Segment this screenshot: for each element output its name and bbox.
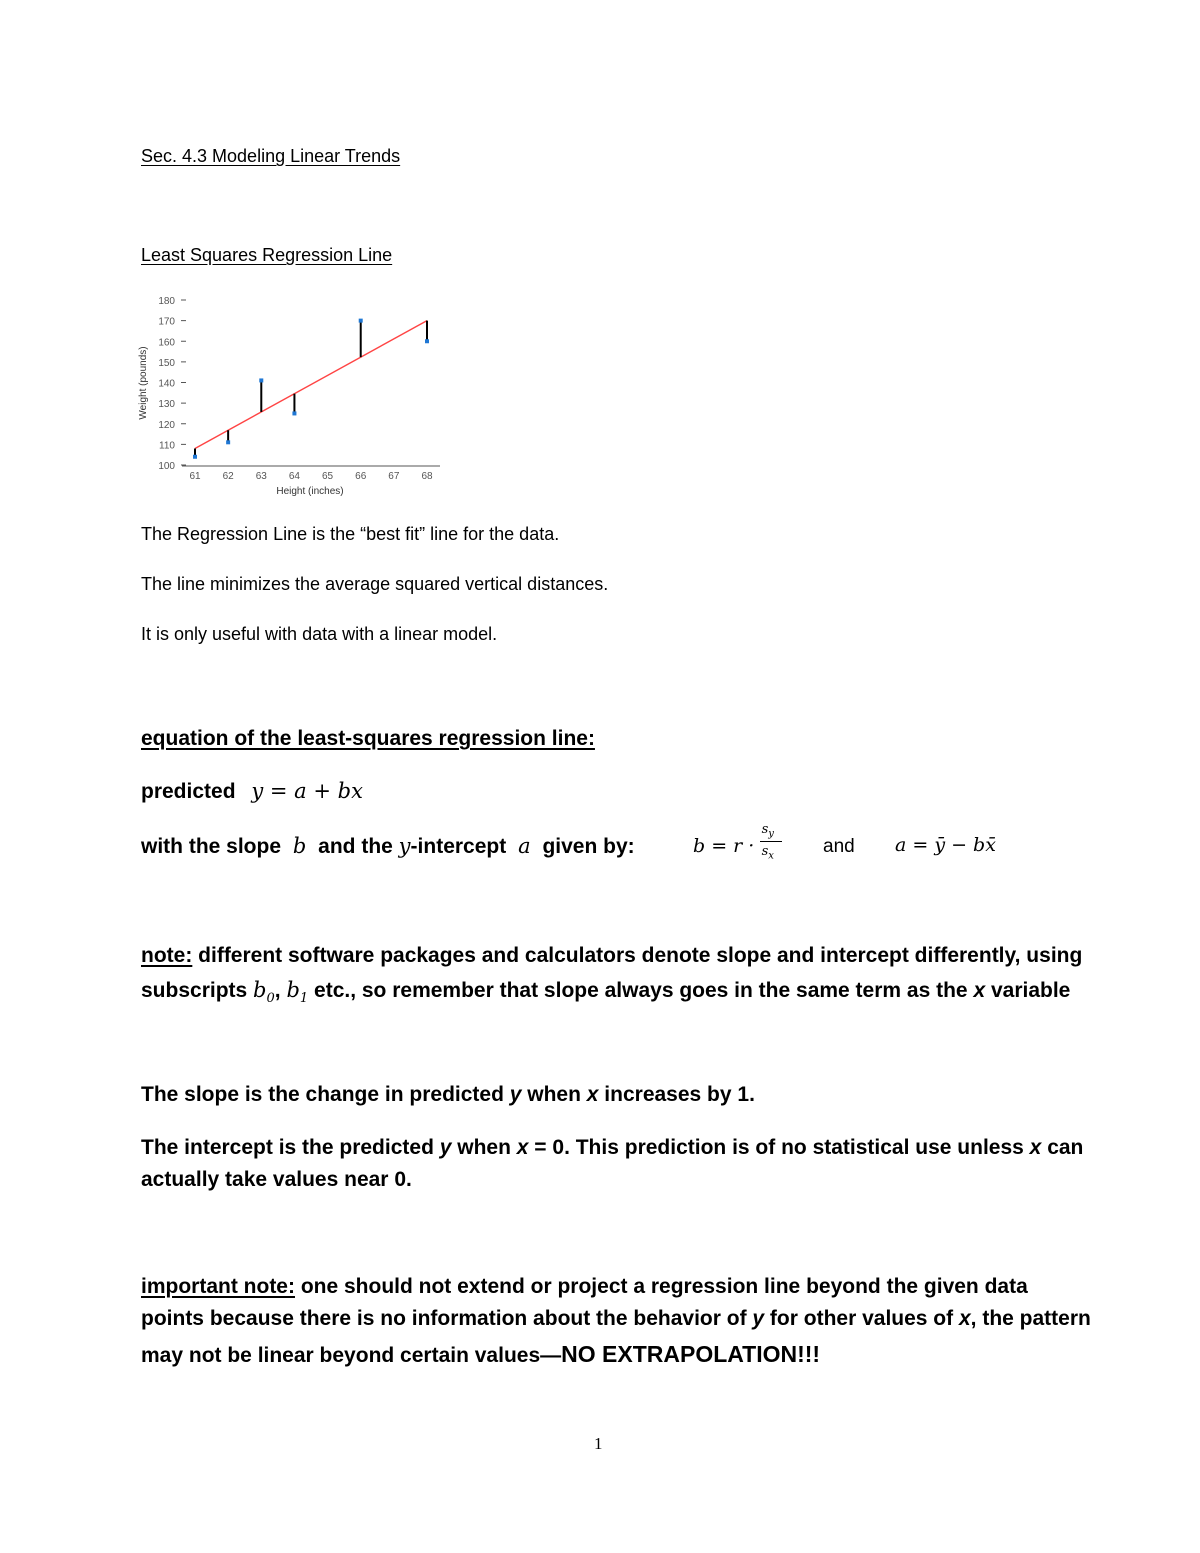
- note-label: note:: [141, 944, 193, 967]
- x-tick-label: 61: [189, 471, 201, 482]
- x-tick-label: 66: [355, 471, 367, 482]
- data-point: [359, 319, 363, 323]
- chart-regression-line: [195, 321, 427, 449]
- regression-scatter-chart: [130, 288, 450, 500]
- and-the-text: and the: [318, 835, 393, 858]
- x-tick-label: 63: [255, 471, 267, 482]
- page-title: Sec. 4.3 Modeling Linear Trends: [141, 146, 401, 166]
- statement-best-fit: The Regression Line is the “best fit” line for the data.: [141, 524, 560, 544]
- important-note-line-2: points because there is no information about the behavior of y for other values of x, the pattern: [141, 1307, 1091, 1330]
- slope-intercept-line: [141, 834, 635, 859]
- y-tick-label: 120: [158, 419, 175, 431]
- no-extrapolation: NO EXTRAPOLATION!!!: [561, 1341, 821, 1367]
- data-point: [193, 455, 197, 459]
- section-subtitle: Least Squares Regression Line: [141, 245, 393, 265]
- page-number: 1: [594, 1434, 603, 1453]
- slope-text: with the slope: [141, 835, 282, 858]
- intercept-text: -intercept: [410, 835, 507, 858]
- statement-linear-only: It is only useful with data with a linear model.: [141, 624, 498, 644]
- important-note-line-3: may not be linear beyond certain values—NO EXTRAPOLATION!!!: [141, 1341, 821, 1367]
- x-tick-label: 65: [322, 471, 334, 482]
- note-line-1: [141, 944, 1082, 968]
- slope-formula: [693, 822, 782, 862]
- given-by-text: given by:: [542, 835, 635, 858]
- intercept-sentence-2: actually take values near 0.: [141, 1168, 412, 1191]
- y-tick-label: 170: [158, 316, 175, 328]
- y-tick-label: 100: [158, 461, 175, 472]
- x-tick-label: 68: [421, 471, 433, 482]
- predicted-label: predicted: [141, 780, 236, 803]
- statement-minimizes: The line minimizes the average squared vertical distances.: [141, 574, 609, 594]
- x-tick-label: 62: [222, 471, 234, 482]
- equation-heading: equation of the least-squares regression line:: [141, 727, 595, 750]
- y-tick-label: 180: [158, 296, 175, 307]
- slope-formula-lhs: b = r ·: [693, 835, 755, 858]
- intercept-sentence-1: The intercept is the predicted y when x = 0. This prediction is of no statistical use unless x can: [141, 1136, 1084, 1159]
- y-var: y: [398, 834, 411, 858]
- data-point: [292, 411, 296, 415]
- and-text: and: [823, 836, 855, 857]
- x-tick-label: 64: [288, 471, 300, 482]
- y-tick-label: 130: [158, 399, 175, 411]
- y-tick-label: 140: [158, 378, 175, 390]
- data-point: [259, 378, 263, 382]
- important-note-line-1: important note: one should not extend or project a regression line beyond the given data: [141, 1275, 1028, 1298]
- important-note-label: important note:: [141, 1275, 295, 1298]
- chart-residuals: [195, 321, 427, 457]
- data-point: [425, 339, 429, 343]
- chart-x-axis-label: Height (inches): [276, 486, 344, 497]
- regression-line: [195, 321, 427, 449]
- intercept-var: a: [518, 834, 531, 858]
- predicted-equation: [141, 779, 363, 804]
- note-text-1: different software packages and calculators denote slope and intercept differently, using: [192, 944, 1083, 967]
- chart-y-axis-label: Weight (pounds): [138, 346, 149, 420]
- slope-var: b: [292, 834, 307, 858]
- y-tick-label: 150: [158, 357, 175, 369]
- predicted-formula: y = a + bx: [251, 779, 363, 803]
- chart-ticks: [158, 296, 433, 482]
- note-line-2: subscripts $b_0$, $b_1$ etc., so remember that slope always goes in the same term as the x variable: [141, 978, 1071, 1007]
- y-tick-label: 110: [159, 440, 175, 452]
- y-tick-label: 160: [158, 337, 175, 349]
- slope-sentence: The slope is the change in predicted y when x increases by 1.: [141, 1083, 755, 1106]
- x-tick-label: 67: [388, 471, 400, 482]
- slope-fraction: $\frac{s_y}{s_x}$: [760, 832, 782, 862]
- intercept-formula: a = ȳ − bx̄: [895, 834, 996, 856]
- data-point: [226, 440, 230, 444]
